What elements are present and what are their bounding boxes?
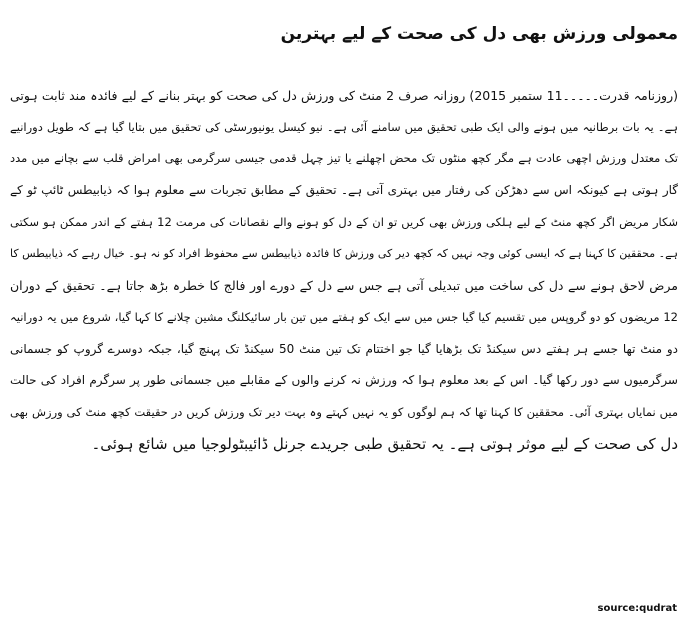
article-line: (روزنامہ قدرت۔۔۔۔۔11 ستمبر 2015) روزانہ صرف 2 منٹ کی ورزش دل کی صحت کو بہتر بنانے کے لیے فائدہ مند ثابت ہوتی [10,88,678,103]
article-line: 12 مریضوں کو دو گروپس میں تقسیم کیا گیا جس میں سے ایک کو ہفتے میں تین بار سائیکلنگ مشین چلانے کا کہا گیا، شروع میں یہ دورانیہ [10,309,678,324]
article-line: دل کی صحت کے لیے موثر ہوتی ہے۔ یہ تحقیق طبی جریدے جرنل ڈائیبٹولوجیا میں شائع ہوئی۔ [91,434,678,453]
source-credit: source:qudrat [597,603,677,614]
article-line: میں نمایاں بہتری آئی۔ محققین کا کہنا تھا کہ ہم لوگوں کو یہ نہیں کہتے وہ بہت دیر تک ورزش کریں در حقیقت کچھ منٹ کی ورزش بھی [10,404,678,419]
article-title: معمولی ورزش بھی دل کی صحت کے لیے بہترین [280,24,678,44]
article-line: تک معتدل ورزش اچھی عادت ہے مگر کچھ منٹوں تک محض اچھلنے یا تیز چہل قدمی جیسی سرگرمی بھی امراض قلب سے بچانے میں مدد [10,151,678,166]
article-line: مرض لاحق ہونے سے دل کی ساخت میں تبدیلی آتی ہے جس سے دل کے دورے اور فالج کا خطرہ بڑھ جاتا ہے۔ تحقیق کے دوران [10,278,678,294]
article-line: گار ہوتی ہے کیونکہ اس سے دھڑکن کی رفتار میں بہتری آتی ہے۔ تحقیق کے مطابق تجربات سے معلوم ہوا کہ ذیابیطس ٹائپ ٹو کے [10,183,678,198]
article-line: ہے۔ محققین کا کہنا ہے کہ ایسی کوئی وجہ نہیں کہ کچھ دیر کی ورزش کا فائدہ ذیابیطس سے محفوظ افراد کو نہ ہو۔ خیال رہے کہ ذیابیطس کا [10,247,678,261]
article-line: سرگرمیوں سے دور رکھا گیا۔ اس کے بعد معلوم ہوا کہ ورزش نہ کرنے والوں کے مقابلے میں جسمانی طور پر سرگرم افراد کی حالت [10,373,678,388]
article-line: دو منٹ تھا جسے ہر ہفتے دس سیکنڈ تک بڑھایا گیا جو اختتام تک تین منٹ 50 سیکنڈ تک پہنچ گیا، جبکہ دوسرے گروپ کو جسمانی [10,341,678,356]
article-line: ہے۔ یہ بات برطانیہ میں ہونے والی ایک طبی تحقیق میں سامنے آئی ہے۔ نیو کیسل یونیورسٹی کی تحقیق میں بتایا گیا ہے کہ طویل دورانیے [10,119,678,134]
article-line: شکار مریض اگر کچھ منٹ کے لیے ہلکی ورزش بھی کریں تو ان کے دل کو ہونے والے نقصانات کی مرمت 12 ہفتے کے اندر ممکن ہو سکتی [10,214,678,229]
article-body [10,80,678,460]
